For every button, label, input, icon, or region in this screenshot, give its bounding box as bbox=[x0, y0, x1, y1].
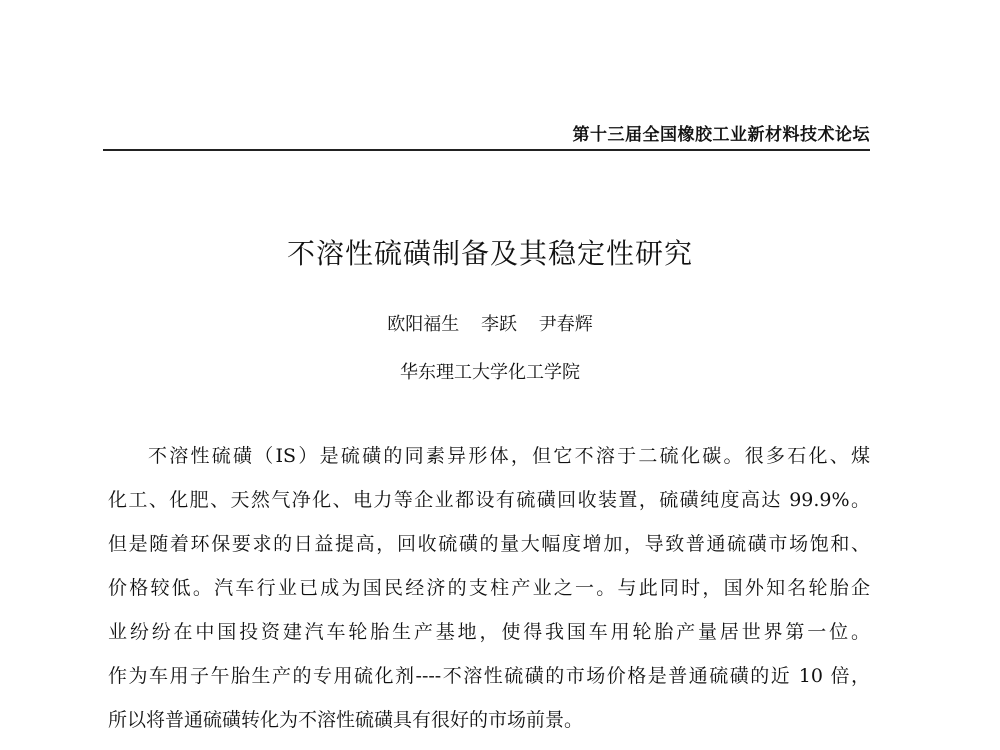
author: 李跃 bbox=[481, 314, 517, 335]
author-list bbox=[0, 310, 980, 336]
body-paragraph bbox=[108, 442, 870, 750]
body-line: 价格较低。汽车行业已成为国民经济的支柱产业之一。与此同时，国外知名轮胎企 bbox=[108, 577, 870, 599]
body-line: 业纷纷在中国投资建汽车轮胎生产基地，使得我国车用轮胎产量居世界第一位。 bbox=[108, 621, 870, 643]
affiliation: 华东理工大学化工学院 bbox=[400, 362, 580, 383]
body-line: 但是随着环保要求的日益提高，回收硫磺的量大幅度增加，导致普通硫磺市场饱和、 bbox=[108, 533, 870, 555]
body-line: 化工、化肥、天然气净化、电力等企业都设有硫磺回收装置，硫磺纯度高达 99.9%。 bbox=[108, 489, 870, 511]
paper-title: 不溶性硫磺制备及其稳定性研究 bbox=[286, 237, 693, 270]
body-line: 不溶性硫磺（IS）是硫磺的同素异形体，但它不溶于二硫化碳。很多石化、煤 bbox=[148, 445, 870, 467]
author: 尹春辉 bbox=[538, 314, 593, 335]
author: 欧阳福生 bbox=[387, 314, 460, 335]
header-rule bbox=[103, 149, 870, 151]
running-header: 第十三届全国橡胶工业新材料技术论坛 bbox=[572, 125, 870, 145]
body-line: 所以将普通硫磺转化为不溶性硫磺具有很好的市场前景。 bbox=[108, 709, 584, 731]
body-line: 作为车用子午胎生产的专用硫化剂----不溶性硫磺的市场价格是普通硫磺的近 10 倍， bbox=[108, 665, 870, 687]
